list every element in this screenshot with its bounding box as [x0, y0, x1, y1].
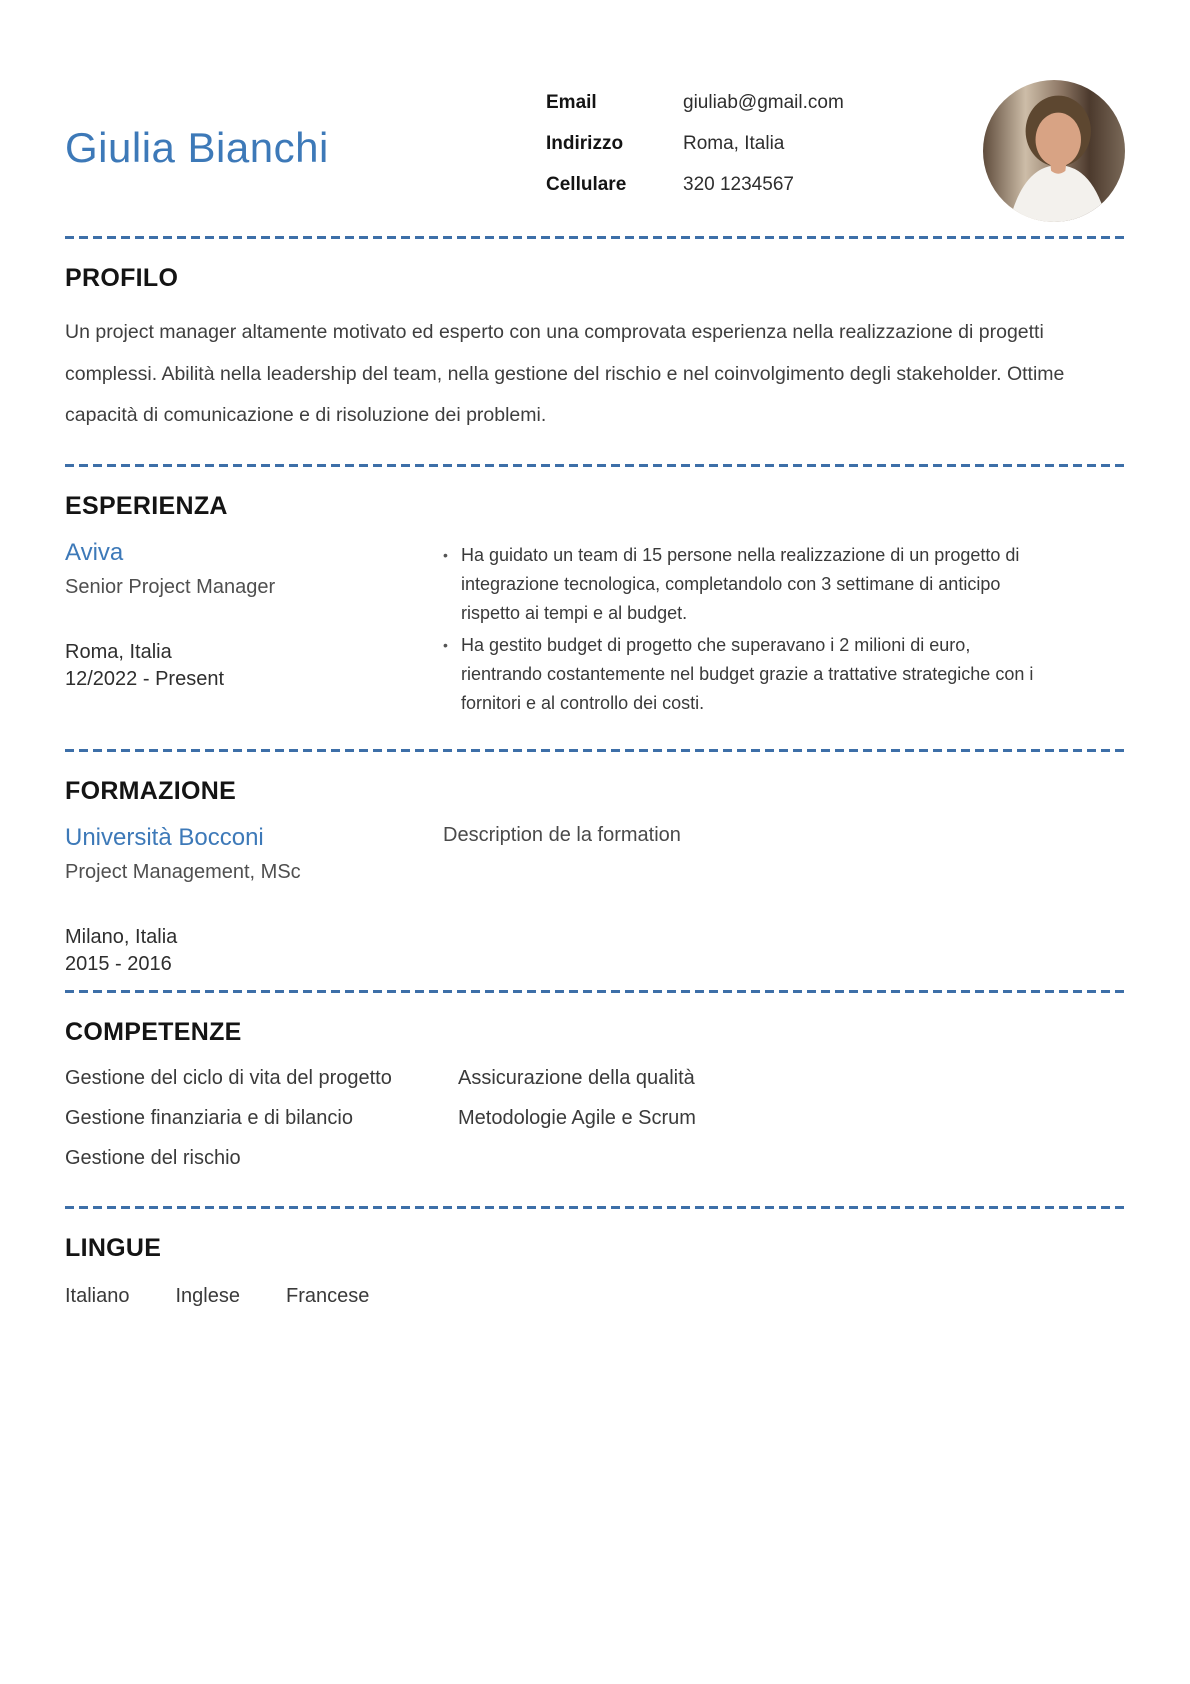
contact-row-phone — [546, 174, 918, 196]
skill-item: Metodologie Agile e Scrum — [458, 1107, 696, 1130]
school-name: Università Bocconi — [65, 824, 264, 852]
section-title-languages: LINGUE — [65, 1234, 162, 1263]
bullet-text: Ha guidato un team di 15 persone nella realizzazione di un progetto di integrazione tecnologica, completandolo con 3 settimane di anticipo rispetto ai tempi e al budget. — [461, 545, 1020, 624]
experience-left-column — [65, 539, 443, 720]
education-location: Milano, Italia — [65, 926, 178, 949]
education-description-column — [443, 824, 1125, 978]
divider — [65, 990, 1125, 993]
divider — [65, 464, 1125, 467]
skill-item: Assicurazione della qualità — [458, 1067, 695, 1090]
language-item: Francese — [286, 1285, 370, 1308]
person-name: Giulia Bianchi — [65, 124, 329, 171]
degree: Project Management, MSc — [65, 861, 301, 884]
profile-photo — [983, 80, 1125, 222]
job-title: Senior Project Manager — [65, 576, 276, 599]
skill-item: Gestione del rischio — [65, 1147, 241, 1170]
contact-label-address: Indirizzo — [546, 132, 624, 154]
contact-value-address: Roma, Italia — [683, 132, 785, 154]
education-left-column — [65, 824, 443, 978]
contact-row-address — [546, 133, 918, 155]
education-entry — [65, 824, 1125, 978]
skill-item: Gestione finanziaria e di bilancio — [65, 1107, 353, 1130]
bullet-icon: • — [443, 636, 448, 653]
contact-value-email: giuliab@gmail.com — [683, 92, 844, 113]
contact-block — [546, 92, 918, 215]
bullet-text: Ha gestito budget di progetto che superavano i 2 milioni di euro, rientrando costantemente nel budget grazie a trattative strategiche con i fornitori e al controllo dei costi. — [461, 634, 1034, 713]
experience-entry — [65, 539, 1125, 720]
header — [65, 0, 1125, 222]
section-title-experience: ESPERIENZA — [65, 492, 228, 521]
bullet-icon: • — [443, 547, 448, 564]
divider — [65, 236, 1125, 239]
job-location-dates — [65, 639, 443, 693]
education-location-dates — [65, 924, 443, 978]
languages-list — [65, 1285, 1125, 1308]
education-dates: 2015 - 2016 — [65, 953, 172, 976]
job-location: Roma, Italia — [65, 641, 172, 664]
experience-bullets — [443, 541, 1125, 720]
education-description: Description de la formation — [443, 824, 681, 847]
section-title-skills: COMPETENZE — [65, 1018, 242, 1047]
divider — [65, 1206, 1125, 1209]
profile-summary: Un project manager altamente motivato ed esperto con una comprovata esperienza nella realizzazione di progetti complessi. Abilità nella leadership del team, nella gestione del rischio e nel coinvolgimento degli stakeholder. Ottime capacità di comunicazione e di risoluzione dei problemi. — [65, 321, 1065, 427]
job-dates: 12/2022 - Present — [65, 668, 224, 691]
contact-value-phone: 320 1234567 — [683, 173, 794, 195]
experience-bullet — [443, 631, 1043, 718]
contact-label-phone: Cellulare — [546, 173, 627, 195]
language-item: Italiano — [65, 1285, 130, 1308]
contact-label-email: Email — [546, 92, 597, 113]
section-title-education: FORMAZIONE — [65, 777, 237, 806]
divider — [65, 749, 1125, 752]
skill-item: Gestione del ciclo di vita del progetto — [65, 1067, 392, 1090]
language-item: Inglese — [175, 1285, 240, 1308]
skills-grid — [65, 1067, 1125, 1170]
experience-bullet — [443, 541, 1043, 628]
contact-row-email — [546, 92, 918, 114]
section-title-profile: PROFILO — [65, 264, 179, 292]
company-name: Aviva — [65, 539, 124, 567]
